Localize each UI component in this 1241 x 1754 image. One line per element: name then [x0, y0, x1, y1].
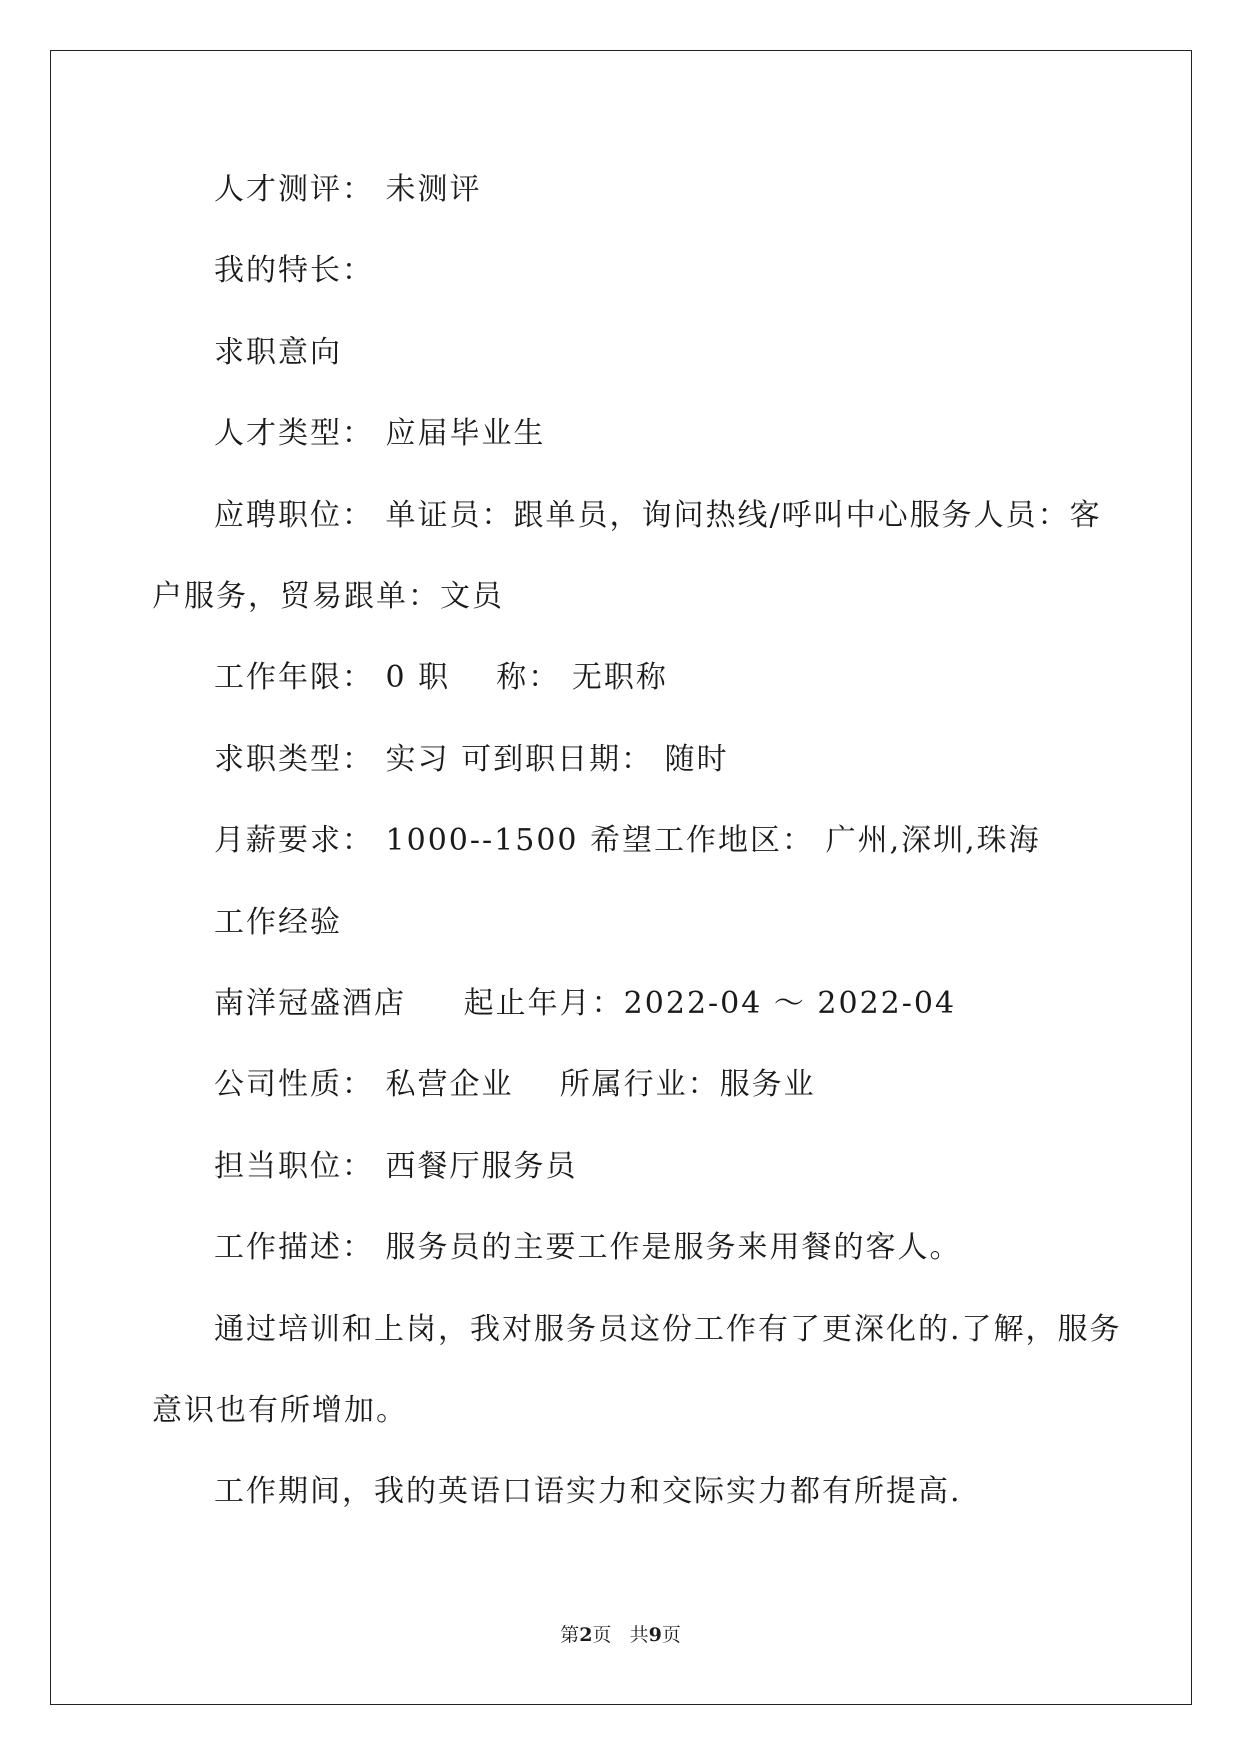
job-intention-heading: 求职意向	[214, 335, 342, 370]
work-period-line: 工作期间，我的英语口语实力和交际实力都有所提高.	[214, 1474, 962, 1509]
applied-position-line: 应聘职位： 单证员：跟单员，询问热线/呼叫中心服务人员：客	[214, 498, 1102, 533]
talent-assessment-line: 人才测评： 未测评	[214, 172, 482, 207]
employer-line: 南洋冠盛酒店 起止年月：2022-04 ～ 2022-04	[214, 986, 957, 1021]
training-line: 通过培训和上岗，我对服务员这份工作有了更深化的.了解，服务	[214, 1312, 1122, 1347]
footer-total-label: 页	[661, 1624, 681, 1646]
training-continuation: 意识也有所增加。	[152, 1393, 408, 1428]
job-description-line: 工作描述： 服务员的主要工作是服务来用餐的客人。	[214, 1230, 962, 1265]
current-page-number: 2	[579, 1624, 593, 1646]
page-footer	[0, 1623, 1241, 1647]
page-border	[50, 50, 1192, 1705]
work-experience-heading: 工作经验	[214, 905, 342, 940]
footer-page-label: 页	[592, 1624, 612, 1646]
work-years-line: 工作年限： 0 职 称： 无职称	[214, 660, 668, 695]
company-nature-line: 公司性质： 私营企业 所属行业：服务业	[214, 1067, 816, 1102]
specialty-line: 我的特长：	[214, 253, 374, 288]
position-held-line: 担当职位： 西餐厅服务员	[214, 1149, 578, 1184]
applied-position-continuation: 户服务，贸易跟单：文员	[152, 579, 504, 614]
salary-line: 月薪要求： 1000--1500 希望工作地区： 广州,深圳,珠海	[214, 823, 1041, 858]
job-type-line: 求职类型： 实习 可到职日期： 随时	[214, 742, 729, 777]
total-page-number: 9	[648, 1624, 662, 1646]
footer-total-prefix: 共	[629, 1624, 649, 1646]
talent-type-line: 人才类型： 应届毕业生	[214, 416, 546, 451]
footer-prefix: 第	[560, 1624, 580, 1646]
